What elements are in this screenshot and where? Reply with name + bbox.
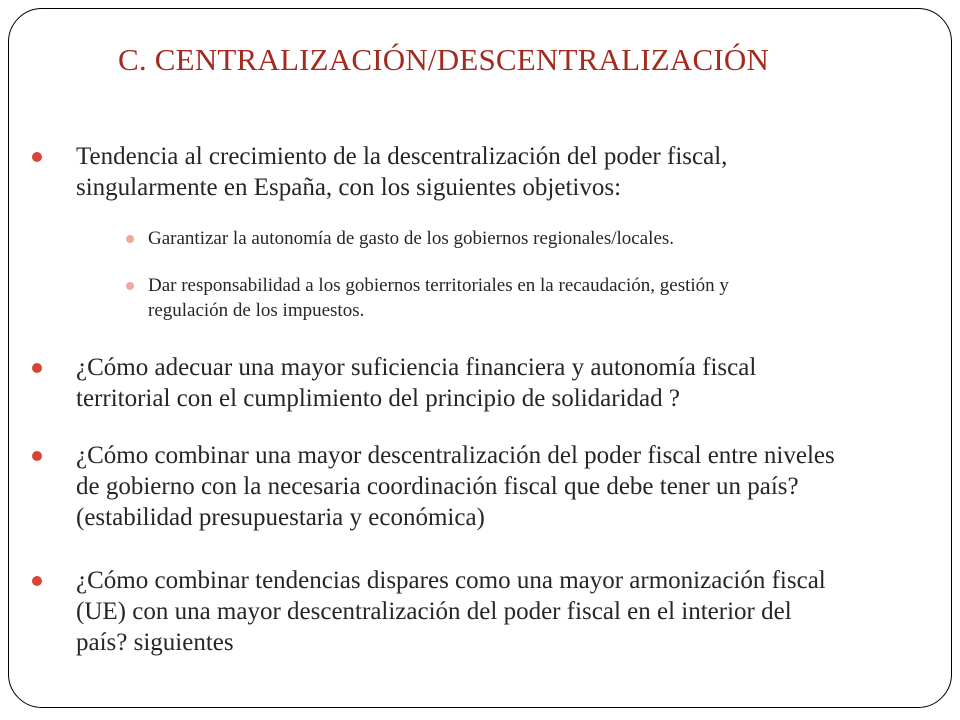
- bullet-text-line: singularmente en España, con los siguientes objetivos:: [76, 174, 622, 201]
- bullet-coordinacion-fiscal: [76, 440, 956, 533]
- subbullet-responsabilidad-territorial: [148, 273, 948, 323]
- bullet-descentralizacion-trend: [76, 141, 956, 203]
- slide-title: C. CENTRALIZACIÓN/DESCENTRALIZACIÓN: [118, 42, 770, 77]
- subbullet-text-line: regulación de los impuestos.: [148, 300, 365, 321]
- bullet-dot-icon: [32, 576, 42, 586]
- bullet-text-line: país? siguientes: [76, 629, 234, 656]
- subbullet-autonomia-gasto: [148, 226, 948, 251]
- bullet-dot-icon: [32, 152, 42, 162]
- bullet-text-line: ¿Cómo combinar tendencias dispares como una mayor armonización fiscal: [76, 567, 826, 594]
- subbullet-text-line: Dar responsabilidad a los gobiernos territoriales en la recaudación, gestión y: [148, 275, 729, 296]
- subbullet-dot-icon: [126, 282, 134, 290]
- bullet-suficiencia-financiera: [76, 352, 956, 414]
- bullet-text-line: ¿Cómo adecuar una mayor suficiencia financiera y autonomía fiscal: [76, 354, 757, 381]
- subbullet-text-line: Garantizar la autonomía de gasto de los gobiernos regionales/locales.: [148, 228, 675, 249]
- bullet-dot-icon: [32, 451, 42, 461]
- bullet-text-line: (estabilidad presupuestaria y económica): [76, 504, 485, 531]
- bullet-text-line: de gobierno con la necesaria coordinación fiscal que debe tener un país?: [76, 473, 799, 500]
- bullet-text-line: ¿Cómo combinar una mayor descentralización del poder fiscal entre niveles: [76, 442, 835, 469]
- bullet-armonizacion-fiscal: [76, 565, 956, 658]
- bullet-text-line: (UE) con una mayor descentralización del poder fiscal en el interior del: [76, 598, 792, 625]
- bullet-text-line: territorial con el cumplimiento del principio de solidaridad ?: [76, 385, 680, 412]
- bullet-text-line: Tendencia al crecimiento de la descentralización del poder fiscal,: [76, 143, 728, 170]
- bullet-dot-icon: [32, 363, 42, 373]
- subbullet-dot-icon: [126, 235, 134, 243]
